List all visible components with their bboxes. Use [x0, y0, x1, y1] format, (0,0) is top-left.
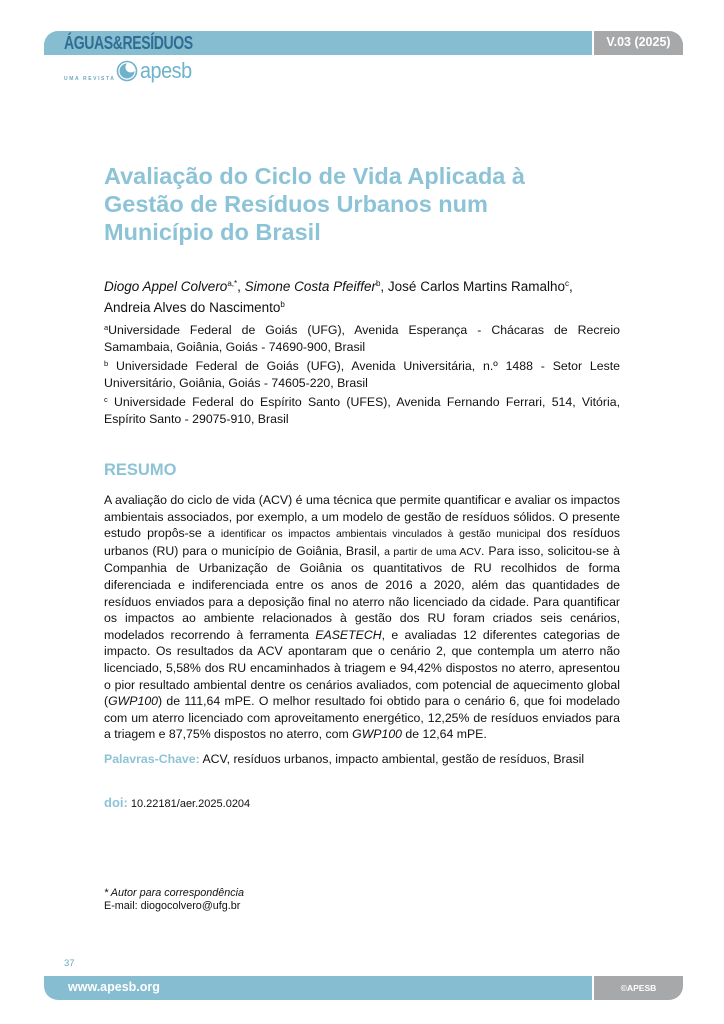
journal-name: ÁGUAS&RESÍDUOS [64, 33, 193, 53]
author-name: Simone Costa Pfeiffer [244, 279, 376, 294]
abstract-text: identificar os impactos ambientais vinculados à gestão municipal [220, 528, 541, 541]
affiliation-mark: a [104, 323, 109, 332]
abstract-text: , e avaliadas 12 diferentes categorias de impacto. Os resultados da ACV apontaram que o cenário 2, que contempla um aterro não licenciado, 5,58% dos RU encaminhados à triagem e 94,42% dispostos no aterro, apresentou o pior resultado ambiental dentre os cenários avaliados, com potencial de aquecimento global ( [104, 627, 620, 709]
correspondence-label: * Autor para correspondência [104, 887, 245, 899]
affiliation [104, 322, 620, 355]
tool-name: EASETECH [315, 627, 382, 642]
keywords [104, 752, 624, 766]
author-sup: b [375, 279, 381, 288]
author-sup: b [280, 300, 285, 309]
author-sup: c [564, 279, 569, 288]
doi-link[interactable]: 10.22181/aer.2025.0204 [130, 798, 251, 810]
affiliation-text: Universidade Federal do Espírito Santo (UFES), Avenida Fernando Ferrari, 514, Vitória, Espírito Santo - 29075-910, Brasil [104, 395, 620, 426]
affiliation [104, 394, 620, 427]
abstract-text: a partir de uma ACV [384, 545, 481, 558]
affiliation-text: Universidade Federal de Goiás (UFG), Avenida Esperança - Chácaras de Recreio Samambaia, Goiânia, Goiás - 74690-900, Brasil [104, 323, 620, 354]
metric-name: GWP100 [108, 694, 158, 709]
affiliation-text: Universidade Federal de Goiás (UFG), Avenida Universitária, n.º 1488 - Setor Leste Universitário, Goiânia, Goiás - 74605-220, Brasil [104, 359, 620, 390]
abstract-text: . Para isso, solicitou-se à Companhia de Urbanização de Goiânia os quantitativos de RU recolhidos de forma diferenciada e indiferenciada entre os anos de 2016 a 2020, além das quantidades de resíduos enviados para a deposição final no aterro não licenciado da cidade. Para quantificar os impactos ao ambiente relacionados à gestão dos RU foram criados seis cenários, modelados recorrendo à ferramenta [104, 543, 620, 642]
abstract-heading: RESUMO [104, 461, 177, 479]
abstract-text: dos resíduos urbanos (RU) para o município de Goiânia, Brasil, [104, 526, 620, 558]
article-title: Avaliação do Ciclo de Vida Aplicada à Gestão de Resíduos Urbanos num Município do Brasil [104, 163, 525, 245]
volume-label: V.03 (2025) [606, 35, 671, 49]
tagline: UMA REVISTA [64, 76, 116, 82]
apesb-logo-icon [116, 60, 138, 82]
abstract-body [104, 492, 620, 743]
affiliation-mark: c [104, 395, 108, 404]
keywords-text: ACV, resíduos urbanos, impacto ambiental, gestão de resíduos, Brasil [202, 752, 585, 766]
publisher-logo-text: apesb [140, 58, 192, 83]
metric-name: GWP100 [352, 727, 403, 742]
author-name: Andreia Alves do Nascimento [104, 300, 281, 315]
abstract-text: A avaliação do ciclo de vida (ACV) é uma técnica que permite quantificar e avaliar os impactos ambientais associados, por exemplo, a um modelo de gestão de resíduos sólidos. O presente estudo propôs-se a [104, 493, 620, 541]
author-name: Diogo Appel Colvero [104, 279, 228, 294]
footer-copyright: ©APESB [620, 983, 657, 993]
correspondence-email[interactable]: E-mail: diogocolvero@ufg.br [104, 900, 241, 912]
author-name: José Carlos Martins Ramalho [387, 279, 565, 294]
abstract-text: de 12,64 mPE. [402, 727, 487, 742]
footer-url[interactable]: www.apesb.org [68, 980, 160, 994]
page-number: 37 [64, 958, 75, 969]
affiliation [104, 358, 620, 391]
author-sup: a,* [227, 279, 238, 288]
abstract-text: ) de 111,64 mPE. O melhor resultado foi obtido para o cenário 6, que foi modelado com um aterro licenciado com aproveitamento energético, 12,25% de resíduos enviados para a triagem e 87,75% dispostos no aterro, com [104, 694, 620, 742]
affiliation-mark: b [104, 359, 109, 368]
correspondence [104, 887, 244, 913]
author-list: Diogo Appel Colvero$^{a,*}$, Simone Costa Pfeiffer$^b$, José Carlos Martins Ramalho$^c$, Andreia Alves do Nascimento$^b$ [104, 279, 573, 315]
doi [104, 795, 250, 810]
doi-label: doi: [104, 795, 128, 810]
keywords-label: Palavras-Chave: [104, 752, 200, 766]
